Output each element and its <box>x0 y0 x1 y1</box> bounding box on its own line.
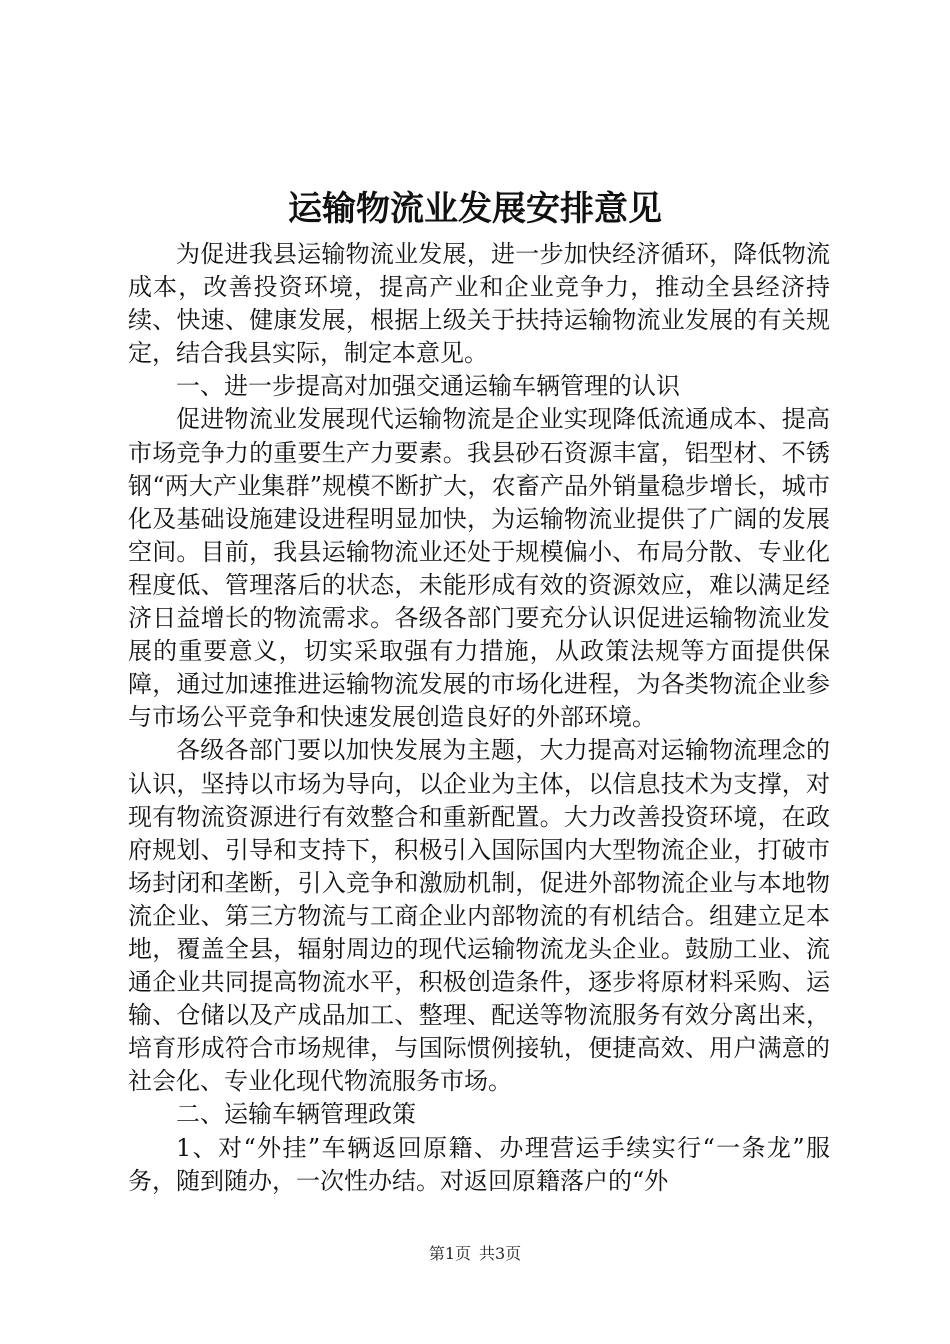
section-heading-1: 一、进一步提高对加强交通运输车辆管理的认识 <box>176 372 680 401</box>
document-body <box>128 238 830 1198</box>
page-number: 第1页 <box>428 1244 471 1263</box>
paragraph-section1-a: 促进物流业发展现代运输物流是企业实现降低流通成本、提高市场竞争力的重要生产力要素。我县砂石资源丰富，铝型材、不锈钢“两大产业集群”规模不断扩大，农畜产品外销量稳步增长，城市化及基础设施建设进程明显加快，为运输物流业提供了广阔的发展空间。目前，我县运输物流业还处于规模偏小、布局分散、专业化程度低、管理落后的状态，未能形成有效的资源效应，难以满足经济日益增长的物流需求。各级各部门要充分认识促进运输物流业发展的重要意义，切实采取强有力措施，从政策法规等方面提供保障，通过加速推进运输物流发展的市场化进程，为各类物流企业参与市场公平竞争和快速发展创造良好的外部环境。 <box>128 405 830 732</box>
page-total: 共3页 <box>479 1244 522 1263</box>
section-heading-2: 二、运输车辆管理政策 <box>176 1100 416 1129</box>
document-title: 运输物流业发展安排意见 <box>288 189 662 229</box>
paragraph-intro: 为促进我县运输物流业发展，进一步加快经济循环，降低物流成本，改善投资环境，提高产业和企业竞争力，推动全县经济持续、快速、健康发展，根据上级关于扶持运输物流业发展的有关规定，结合我县实际，制定本意见。 <box>128 240 830 368</box>
paragraph-section2-item1: 1、对“外挂”车辆返回原籍、办理营运手续实行“一条龙”服务，随到随办，一次性办结。对返回原籍落户的“外 <box>128 1133 830 1195</box>
page-footer <box>0 1242 950 1266</box>
paragraph-section1-b: 各级各部门要以加快发展为主题，大力提高对运输物流理念的认识，坚持以市场为导向，以企业为主体，以信息技术为支撑，对现有物流资源进行有效整合和重新配置。大力改善投资环境，在政府规划、引导和支持下，积极引入国际国内大型物流企业，打破市场封闭和垄断，引入竞争和激励机制，促进外部物流企业与本地物流企业、第三方物流与工商企业内部物流的有机结合。组建立足本地，覆盖全县，辐射周边的现代运输物流龙头企业。鼓励工业、流通企业共同提高物流水平，积极创造条件，逐步将原材料采购、运输、仓储以及产成品加工、整理、配送等物流服务有效分离出来，培育形成符合市场规律，与国际惯例接轨，便捷高效、用户满意的社会化、专业化现代物流服务市场。 <box>128 736 830 1096</box>
